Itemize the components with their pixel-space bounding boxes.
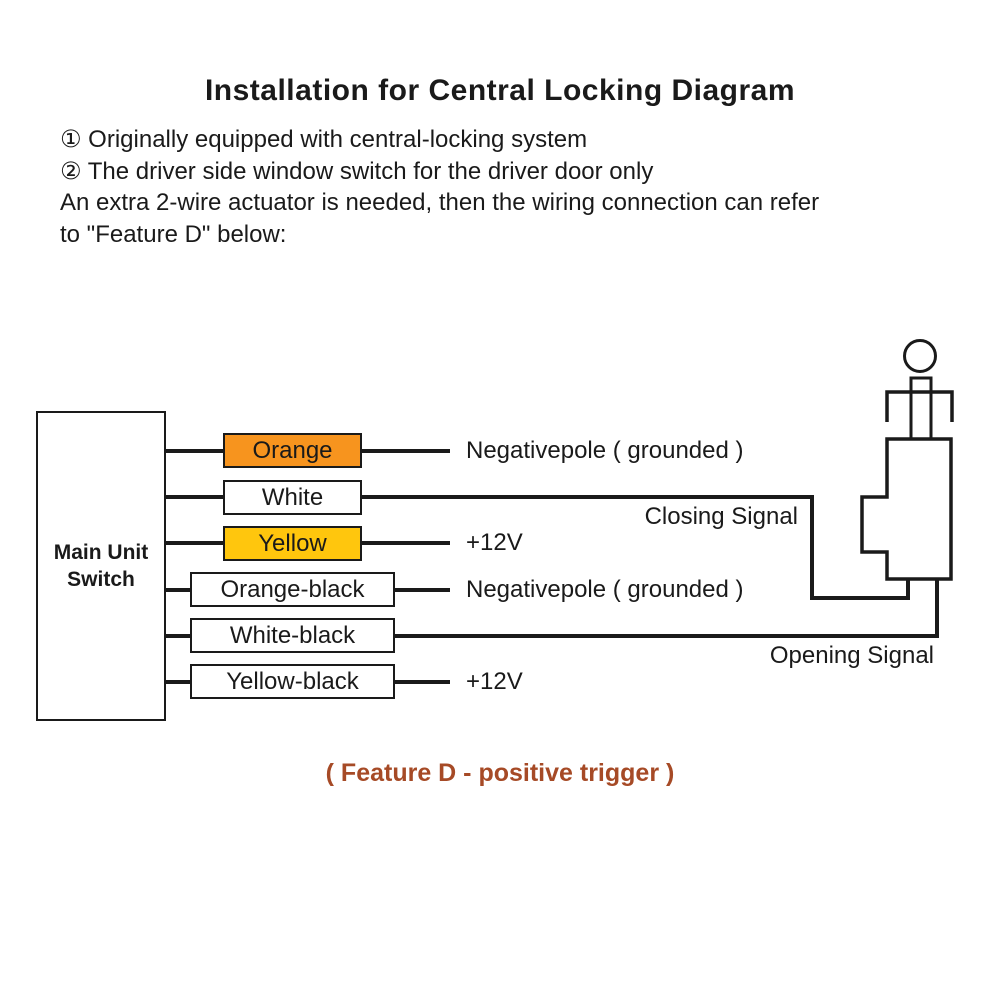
wire-label-orange-black xyxy=(190,572,395,607)
wire-label-orange xyxy=(223,433,362,468)
closing-signal-wire-horizontal xyxy=(360,495,814,499)
actuator-knob-icon xyxy=(905,341,936,372)
wire-label-white xyxy=(223,480,362,515)
wire-label-orange-black-text: Orange-black xyxy=(220,575,365,603)
annotation-negativepole-1: Negativepole ( grounded ) xyxy=(466,437,744,464)
wire-orange-right xyxy=(360,449,450,453)
wire-orange-black-right xyxy=(393,588,450,592)
wire-yellow-black-right xyxy=(393,680,450,684)
wire-yellow-black-left xyxy=(164,680,190,684)
main-unit-label-line2: Switch xyxy=(67,568,135,591)
wire-label-yellow-black-text: Yellow-black xyxy=(226,667,359,695)
wire-label-yellow xyxy=(223,526,362,561)
annotation-plus12v-2: +12V xyxy=(466,668,523,695)
note-line-1: ① Originally equipped with central-locking system xyxy=(60,126,588,153)
wire-label-yellow-black xyxy=(190,664,395,699)
note-line-3: An extra 2-wire actuator is needed, then the wiring connection can refer xyxy=(60,189,820,216)
wire-label-white-text: White xyxy=(261,483,324,511)
note-line-2: ② The driver side window switch for the driver door only xyxy=(60,157,654,185)
wire-label-yellow-text: Yellow xyxy=(258,529,327,557)
annotation-negativepole-2: Negativepole ( grounded ) xyxy=(466,576,744,603)
annotation-plus12v-1: +12V xyxy=(466,529,523,556)
note-line-4: to "Feature D" below: xyxy=(60,220,287,248)
main-unit-label-line1: Main Unit xyxy=(53,541,149,564)
wire-yellow-right xyxy=(360,541,450,545)
annotation-closing-signal: Closing Signal xyxy=(644,503,798,530)
wire-white-black-left xyxy=(164,634,190,638)
wire-orange-left xyxy=(164,449,223,453)
actuator-body-icon xyxy=(862,439,951,579)
notes-block xyxy=(60,124,960,250)
wire-label-orange-text: Orange xyxy=(252,436,333,464)
wire-label-white-black xyxy=(190,618,395,653)
annotation-opening-signal: Opening Signal xyxy=(769,642,934,669)
wire-yellow-left xyxy=(164,541,223,545)
closing-signal-wire-vertical xyxy=(810,495,814,600)
wire-orange-black-left xyxy=(164,588,190,592)
main-unit-switch-box xyxy=(36,411,166,721)
door-lock-actuator-icon xyxy=(840,330,970,650)
page-title: Installation for Central Locking Diagram xyxy=(204,74,796,107)
feature-caption: ( Feature D - positive trigger ) xyxy=(325,759,675,787)
actuator-bracket-icon xyxy=(887,392,952,422)
wire-label-white-black-text: White-black xyxy=(229,621,356,649)
actuator-shaft-icon xyxy=(911,378,931,438)
wire-white-left xyxy=(164,495,223,499)
